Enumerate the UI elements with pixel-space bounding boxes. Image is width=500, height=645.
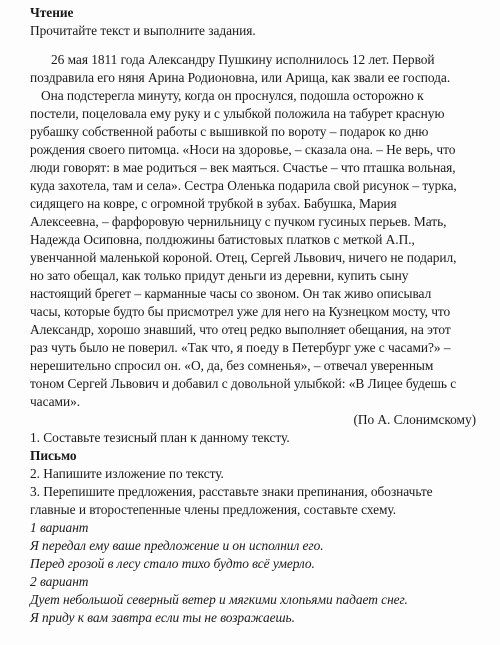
text-line: рождения своего питомца. «Носи на здоровье, – сказала она. – Не верь, что — [30, 142, 456, 157]
variant-1-sentence: Перед грозой в лесу стало тихо будто всё умерло. — [30, 556, 315, 571]
variant-1-label: 1 вариант — [30, 520, 89, 535]
instruction-reading: Прочитайте текст и выполните задания. — [30, 23, 256, 38]
heading-reading: Чтение — [30, 5, 74, 20]
task-2: 2. Напишите изложение по тексту. — [30, 466, 224, 481]
text-line: раз чуть было не поверил. «Так что, я поеду в Петербург уже с часами?» – — [30, 340, 451, 355]
variant-2-label: 2 вариант — [30, 574, 89, 589]
task-3-line: 3. Перепишите предложения, расставьте знаки препинания, обозначьте — [30, 484, 433, 499]
variant-2-sentence: Я приду к вам завтра если ты не возражаешь. — [30, 610, 295, 625]
task-3-line: главные и второстепенные члены предложения, составьте схему. — [30, 502, 397, 517]
text-line: 26 мая 1811 года Александру Пушкину исполнилось 12 лет. Первой — [51, 52, 435, 67]
text-line: часы, которые будто бы присмотрел уже для него на Кузнецком мосту, что — [30, 304, 451, 319]
text-line: сидящего на ковре, с огромной трубкой в зубах. Бабушка, Мария — [30, 196, 397, 211]
text-line: Александр, хорошо знавший, что отец редко выполняет обещания, на этот — [30, 322, 451, 337]
heading-writing: Письмо — [30, 448, 77, 463]
text-line: нерешительно спросил он. «О, да, без сомненья», – отвечал уверенным — [30, 358, 434, 373]
text-line: Надежда Осиповна, полдюжины батистовых платков с меткой А.П., — [30, 232, 415, 247]
task-1: 1. Составьте тезисный план к данному тексту. — [30, 430, 290, 445]
text-line: часами». — [30, 394, 81, 409]
text-line: куда захотела, там и села». Сестра Оленька подарила свой рисунок – турка, — [30, 178, 457, 193]
text-line: но зато обещал, как только придут деньги из деревни, купить сыну — [30, 268, 409, 283]
text-line: люди говорят: в мае родиться – век маяться. Счастье – что пташка вольная, — [30, 160, 456, 175]
text-line: Она подстерегла минуту, когда он проснулся, подошла осторожно к — [41, 88, 424, 103]
text-line: рубашку собственной работы с вышивкой по вороту – подарок ко дню — [30, 124, 429, 139]
text-line: тоном Сергей Львович и добавил с довольной улыбкой: «В Лицее будешь с — [30, 376, 457, 391]
text-line: Алексеевна, – фарфоровую чернильницу с пучком гусиных перьев. Мать, — [30, 214, 447, 229]
variant-2-sentence: Дует небольшой северный ветер и мягкими хлопьями падает снег. — [30, 592, 408, 607]
text-line: поздравила его няня Арина Родионовна, или Арища, как звали ее господа. — [30, 70, 451, 85]
variant-1-sentence: Я передал ему ваше предложение и он исполнил его. — [30, 538, 324, 553]
text-line: настоящий брегет – карманные часы со звоном. Он так живо описывал — [30, 286, 432, 301]
attribution: (По А. Слонимскому) — [353, 412, 476, 427]
text-line: постели, поцеловала ему руку и с улыбкой положила на табурет красную — [30, 106, 445, 121]
text-line: увенчанной маленькой короной. Отец, Сергей Львович, ничего не подарил, — [30, 250, 457, 265]
